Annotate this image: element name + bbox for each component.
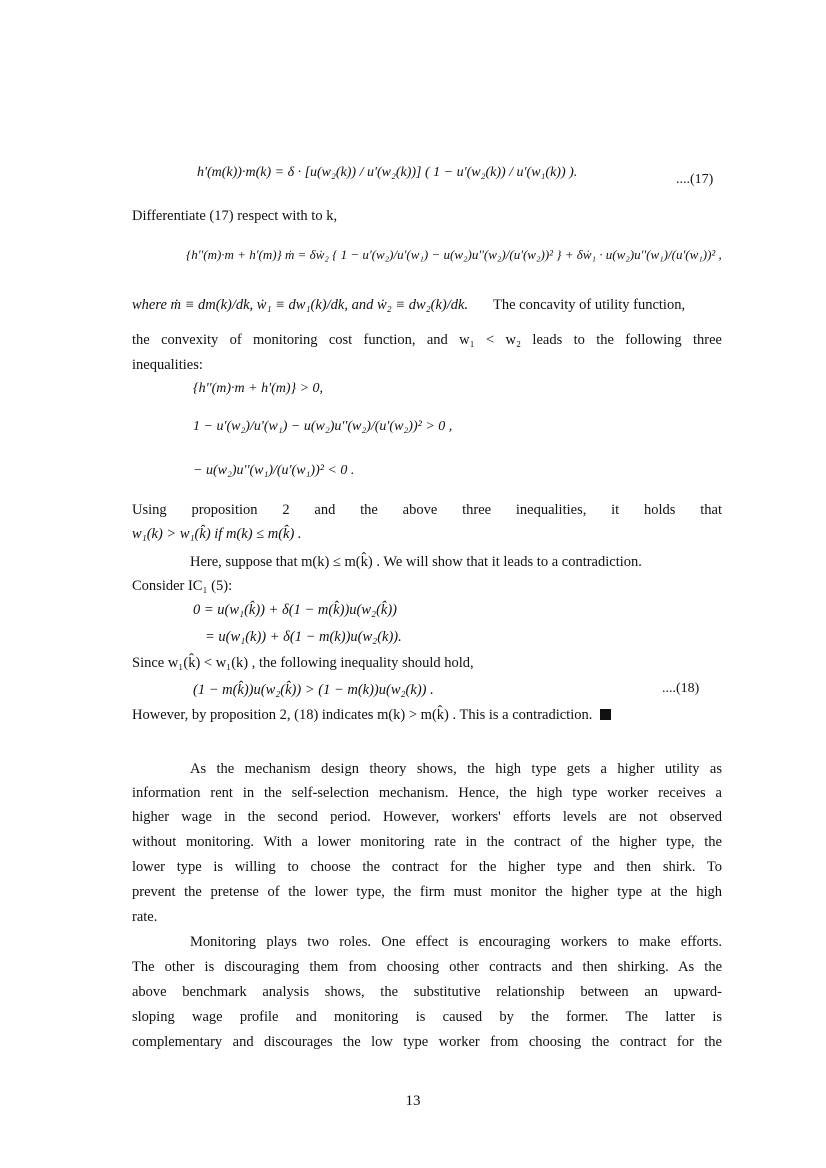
para1-line-6: prevent the pretense of the lower type, the firm must monitor the higher type at the high bbox=[132, 884, 722, 900]
inequality-3: − u(w₂)u''(w₁)/(u'(w₁))² < 0 . bbox=[193, 463, 355, 478]
inequalities-label: inequalities: bbox=[132, 357, 203, 373]
para1-line-3: higher wage in the second period. However, workers' efforts levels are not observed bbox=[132, 809, 722, 825]
convexity-line: the convexity of monitoring cost function, and w₁ < w₂ leads to the following three bbox=[132, 332, 722, 348]
suppose-line: Here, suppose that m(k) ≤ m(k̂) . We will show that it leads to a contradiction. bbox=[190, 554, 642, 570]
para2-line-5: complementary and discourages the low type worker from choosing the contract for the bbox=[132, 1034, 722, 1050]
differentiate-line: Differentiate (17) respect with to k, bbox=[132, 208, 338, 224]
para2-line-4: sloping wage profile and monitoring is caused by the former. The latter is bbox=[132, 1009, 722, 1025]
using-line-condition: w₁(k) > w₁(k̂) if m(k) ≤ m(k̂) . bbox=[132, 526, 302, 542]
equation-18-number: ....(18) bbox=[662, 681, 700, 696]
equation-5-line-1: 0 = u(w₁(k̂)) + δ(1 − m(k̂))u(w₂(k̂)) bbox=[193, 602, 397, 618]
using-line: Using proposition 2 and the above three inequalities, it holds that bbox=[132, 502, 722, 518]
equation-17-number: ....(17) bbox=[676, 172, 714, 187]
para2-line-1: Monitoring plays two roles. One effect is encouraging workers to make efforts. bbox=[190, 934, 722, 950]
since-line: Since w₁(k̂) < w₁(k) , the following inequality should hold, bbox=[132, 655, 474, 671]
equation-differentiated: {h''(m)·m + h'(m)} ṁ = δẇ₂ { 1 − u'(w₂)/u'(w₁) − u(w₂)u''(w₂)/(u'(w₂))² } + δẇ₁ · u(w₂)u''(w₁)/(u'(w₁))² , bbox=[186, 247, 722, 262]
page-number: 13 bbox=[405, 1093, 421, 1109]
para2-line-3: above benchmark analysis shows, the substitutive relationship between an upward- bbox=[132, 984, 722, 1000]
inequality-1: {h''(m)·m + h'(m)} > 0, bbox=[193, 381, 324, 396]
however-text: However, by proposition 2, (18) indicates m(k) > m(k̂) . This is a contradiction. bbox=[132, 707, 593, 723]
equation-17: h'(m(k))·m(k) = δ · [u(w₂(k)) / u'(w₂(k))] ( 1 − u'(w₂(k)) / u'(w₁(k)) ). bbox=[197, 165, 578, 180]
para1-line-1: As the mechanism design theory shows, the high type gets a higher utility as bbox=[190, 761, 722, 777]
equation-18: (1 − m(k̂))u(w₂(k̂)) > (1 − m(k))u(w₂(k)) . bbox=[193, 682, 434, 698]
para1-line-2: information rent in the self-selection mechanism. Hence, the high type worker receives a bbox=[132, 785, 722, 801]
para2-line-2: The other is discouraging them from choosing other contracts and then shirking. As the bbox=[132, 959, 722, 975]
consider-line: Consider IC₁ (5): bbox=[132, 578, 233, 594]
qed-square bbox=[600, 709, 611, 720]
para1-line-5: lower type is willing to choose the contract for the higher type and then shirk. To bbox=[132, 859, 722, 875]
inequality-2: 1 − u'(w₂)/u'(w₁) − u(w₂)u''(w₂)/(u'(w₂))² > 0 , bbox=[193, 419, 453, 434]
equation-5-line-2: = u(w₁(k)) + δ(1 − m(k))u(w₂(k)). bbox=[205, 629, 402, 645]
para1-line-7: rate. bbox=[132, 909, 158, 925]
para1-line-4: without monitoring. With a lower monitoring rate in the contract of the higher type, the bbox=[132, 834, 722, 850]
where-line-text: The concavity of utility function, bbox=[493, 297, 686, 313]
where-definitions: where ṁ ≡ dm(k)/dk, ẇ₁ ≡ dw₁(k)/dk, and ẇ₂ ≡ dw₂(k)/dk. bbox=[132, 297, 469, 313]
however-line bbox=[132, 706, 611, 724]
